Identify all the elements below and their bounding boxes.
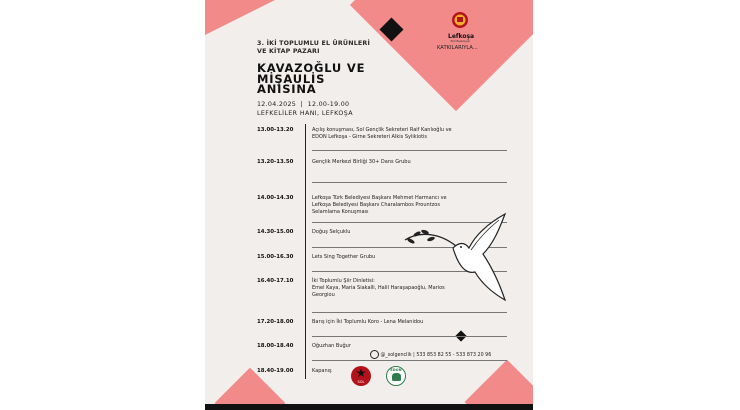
- schedule-description-line: Kapanış: [312, 368, 332, 374]
- event-subtitle-line2: VE KİTAP PAZARI: [257, 48, 320, 55]
- schedule-divider: [312, 150, 507, 151]
- schedule-divider: [312, 182, 507, 183]
- sol-logo-text: SOL: [357, 380, 365, 384]
- edon-emblem-icon: [392, 373, 401, 381]
- schedule-description-line: Oğuzhan Buğur: [312, 343, 351, 349]
- edon-logo-text: EDON: [390, 368, 402, 372]
- top-right-red-diamond: [350, 0, 533, 111]
- lefkosa-logo: [448, 11, 475, 43]
- schedule-description: [312, 343, 512, 350]
- edon-logo: [386, 366, 406, 386]
- social-handle: @_solgenclik: [380, 353, 412, 358]
- schedule-description-line: Açılış konuşması, Sol Gençlik Sekreteri Raif Kanlıoğlu ve: [312, 127, 452, 133]
- schedule-description: [312, 127, 512, 141]
- schedule-description-line: Gençlik Merkezi Birliği 30+ Dans Grubu: [312, 159, 411, 165]
- schedule-time: 13.00-13.20: [257, 127, 294, 133]
- title-line3: ANISINA: [257, 82, 317, 96]
- dove-icon: [401, 208, 511, 308]
- bottom-black-bar: [205, 404, 533, 410]
- schedule-description: [312, 159, 512, 166]
- title-line2: MİŞAULİS: [257, 71, 326, 86]
- phone-numbers: 533 853 82 55 - 533 873 20 96: [416, 353, 492, 358]
- schedule-description-line: Georgiou: [312, 292, 335, 298]
- schedule-description: [312, 319, 512, 326]
- timeline-line: [305, 124, 306, 379]
- schedule-time: 14.30-15.00: [257, 229, 294, 235]
- event-subtitle: [257, 40, 370, 56]
- schedule-description: [312, 368, 512, 375]
- event-subtitle-line1: 3. İKİ TOPLUMLU EL ÜRÜNLERİ: [257, 40, 371, 47]
- sol-star-icon: ★: [355, 366, 367, 380]
- schedule-time: 18.00-18.40: [257, 343, 294, 349]
- schedule-time: 17.20-18.00: [257, 319, 294, 325]
- schedule-time: 15.00-16.30: [257, 254, 294, 260]
- schedule-description-line: Emel Kaya, Maria Siakalli, Halil Haraşapaoğlu, Marios: [312, 285, 445, 291]
- schedule-divider: [312, 360, 507, 361]
- schedule-time: 14.00-14.30: [257, 195, 294, 201]
- sponsor-support-text: KATKILARIYLA...: [437, 45, 478, 51]
- schedule-description-line: Barış için İki Toplumlu Koro - Lena Melanidou: [312, 319, 424, 325]
- sol-logo: [351, 366, 371, 386]
- schedule-description-line: Lefkoşa Türk Belediyesi Başkanı Mehmet Harmancı ve: [312, 195, 447, 201]
- event-poster: [205, 0, 533, 410]
- schedule-time: 13.20-13.50: [257, 159, 294, 165]
- event-date-time: 12.04.2025 | 12.00-19.00: [257, 101, 350, 108]
- event-venue: LEFKELİLER HANI, LEFKOŞA: [257, 110, 353, 117]
- contact-info: [370, 350, 491, 359]
- top-left-red-triangle: [205, 0, 275, 35]
- lefkosa-logo-tagline: Türk Belediyesi: [450, 40, 470, 43]
- contact-separator: |: [413, 353, 417, 358]
- schedule-time: 16.40-17.10: [257, 278, 294, 284]
- schedule-divider: [312, 312, 507, 313]
- schedule-description-line: Doğuş Selçuklu: [312, 229, 351, 235]
- schedule-description-line: İki Toplumlu Şiir Dinletisi:: [312, 278, 375, 284]
- lefkosa-logo-name: Lefkoşa: [448, 33, 475, 40]
- schedule-description-line: Selamlama Konuşması: [312, 209, 369, 215]
- schedule-description-line: Lets Sing Together Grubu: [312, 254, 376, 260]
- schedule-description-line: EDON Lefkoşa - Girne Sekreteri Alkis Sylikiotis: [312, 134, 428, 140]
- schedule-divider: [312, 336, 507, 337]
- schedule-description-line: Lefkoşa Belediyesi Başkanı Charalambos Prountzos: [312, 202, 440, 208]
- title-line1: KAVAZOĞLU VE: [257, 61, 366, 75]
- schedule-time: 18.40-19.00: [257, 368, 294, 374]
- instagram-icon: [370, 350, 379, 359]
- lefkosa-crest-icon: [451, 11, 469, 29]
- page-title: [257, 63, 365, 95]
